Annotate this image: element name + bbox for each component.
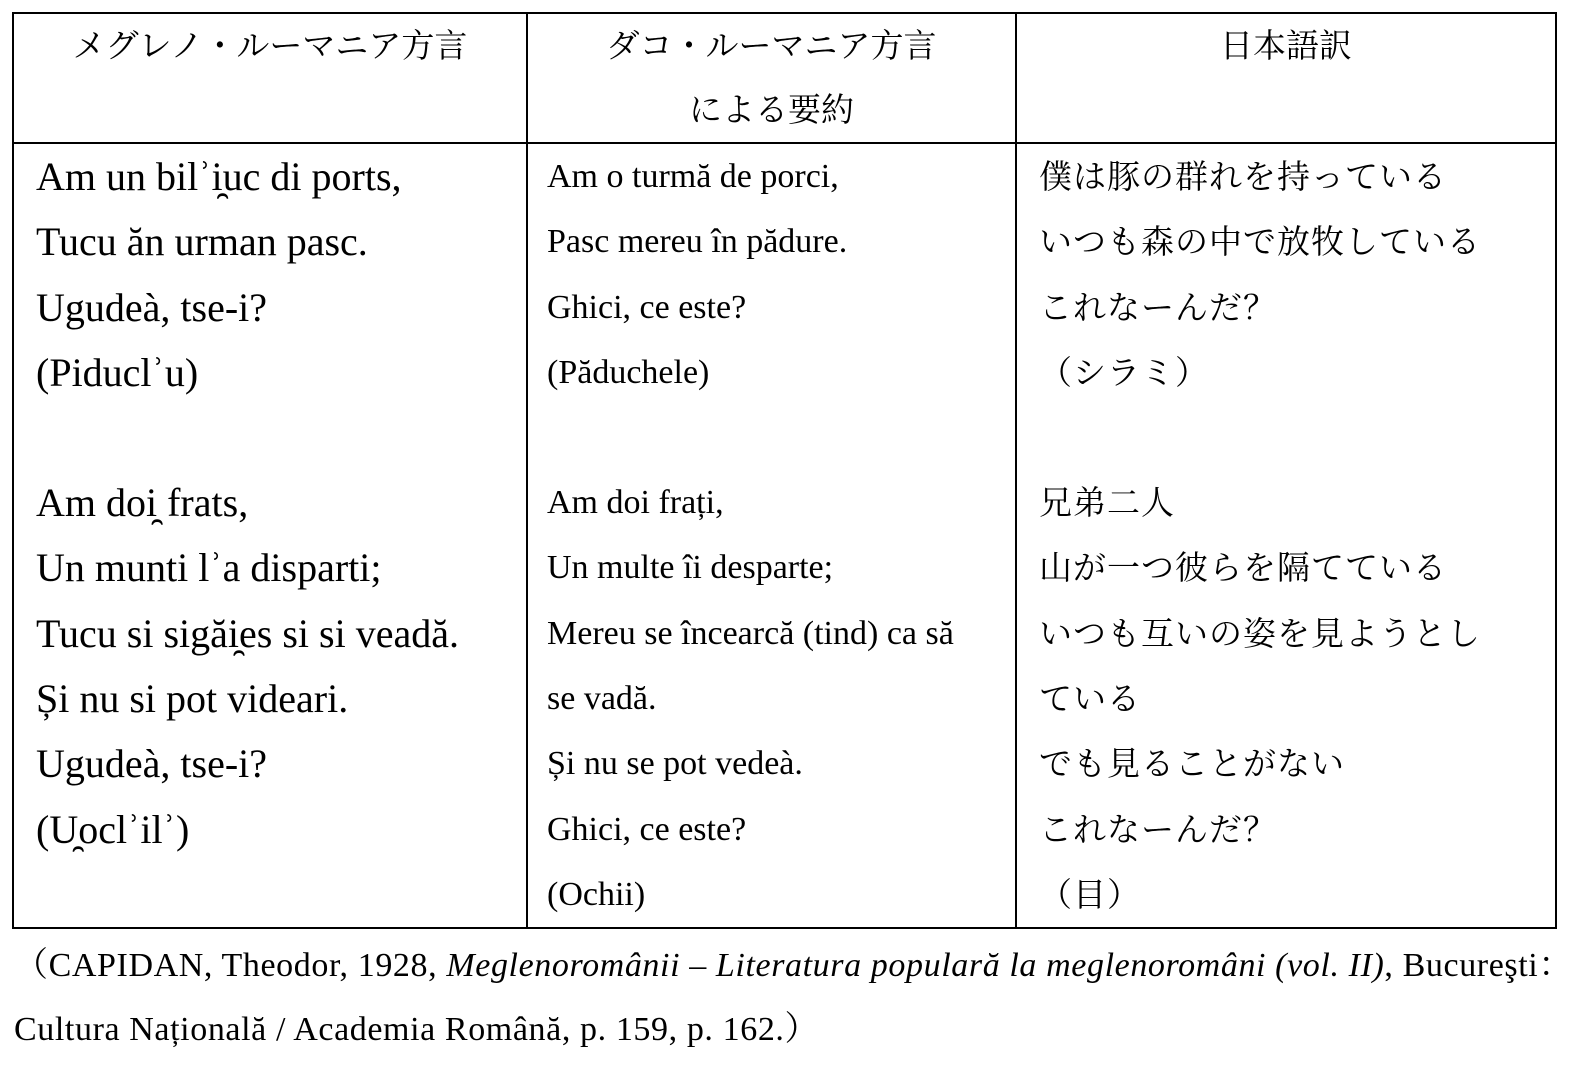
header-daco-romanian-summary: [527, 13, 1016, 143]
riddle-line: でも見ることがない: [1039, 744, 1345, 784]
riddle-line: Un munti lʾa disparti;: [36, 545, 382, 591]
riddle-line: Mereu se încearcă (tind) ca să: [547, 614, 954, 652]
riddle-line: (Piduclʾu): [36, 349, 199, 395]
riddle-1-lines: [14, 144, 526, 405]
riddle-line: 兄弟二人: [1039, 483, 1175, 523]
riddle-separator: [1017, 405, 1555, 470]
riddle-line: Am o turmă de porci,: [547, 158, 839, 195]
citation-title: Meglenoromânii – Literatura populară la meglenoromâni (vol. II): [446, 947, 1385, 984]
table-header-row: [13, 13, 1556, 143]
source-citation: [14, 934, 1574, 1062]
riddle-line: 山が一つ彼らを隔てている: [1039, 548, 1447, 588]
riddle-line: Un multe îi desparte;: [547, 549, 834, 587]
riddle-line: Ugudeà, tse-i?: [36, 741, 268, 787]
header-line: ダコ・ルーマニア方言: [606, 26, 937, 65]
riddle-separator: [14, 405, 526, 470]
riddle-comparison-table: [12, 12, 1557, 929]
riddle-line: Ghici, ce este?: [547, 810, 747, 848]
riddle-line: (Păduchele): [547, 353, 710, 391]
riddle-line: Am doi̯ frats,: [36, 480, 249, 526]
riddle-line: Am doi frați,: [547, 484, 724, 522]
riddle-line: Și nu si pot videari.: [36, 676, 349, 722]
riddle-line: いつも森の中で放牧している: [1039, 222, 1481, 262]
riddle-line: Pasc mereu în pădure.: [547, 223, 848, 261]
riddle-line: Ghici, ce este?: [547, 288, 747, 326]
riddle-line: Tucu ăn urman pasc.: [36, 219, 368, 265]
riddle-line: Am un bilʾi̯uc di ports,: [36, 154, 402, 199]
citation-open: （CAPIDAN, Theodor, 1928,: [14, 947, 447, 984]
citation-rest: , Bucureşti：Cultura Națională / Academia Română, p. 159, p. 162.）: [14, 947, 1573, 1048]
riddle-line: いつも互いの姿を見ようとし: [1039, 613, 1481, 653]
riddle-separator: [528, 405, 1015, 470]
riddle-line: (Ochii): [547, 875, 646, 913]
megleno-romanian-cell: [13, 143, 527, 928]
riddle-line: (U̯oclʾilʾ): [36, 806, 190, 852]
riddle-2-lines: [528, 470, 1015, 927]
header-megleno-romanian: メグレノ・ルーマニア方言: [13, 13, 527, 143]
riddle-line: これなーんだ？: [1039, 287, 1277, 327]
riddle-1-lines: [1017, 144, 1555, 405]
riddle-line: Tucu si sigăi̯es si si veadă.: [36, 610, 459, 656]
japanese-translation-cell: [1016, 143, 1556, 928]
riddle-line: Ugudeà, tse-i?: [36, 284, 268, 330]
riddle-line: 僕は豚の群れを持っている: [1039, 157, 1447, 196]
table-body-row: [13, 143, 1556, 928]
riddle-2-lines: [1017, 470, 1555, 927]
header-japanese-translation: 日本語訳: [1016, 13, 1556, 143]
header-line: による要約: [689, 90, 854, 129]
riddle-line: （目）: [1039, 874, 1141, 914]
riddle-1-lines: [528, 144, 1015, 405]
riddle-line: これなーんだ？: [1039, 809, 1277, 849]
riddle-2-lines: [14, 470, 526, 862]
riddle-line: Și nu se pot vedeà.: [547, 745, 803, 783]
riddle-line: ている: [1039, 679, 1141, 719]
daco-romanian-cell: [527, 143, 1016, 928]
riddle-line: se vadă.: [547, 680, 657, 718]
riddle-line: （シラミ）: [1039, 352, 1209, 392]
